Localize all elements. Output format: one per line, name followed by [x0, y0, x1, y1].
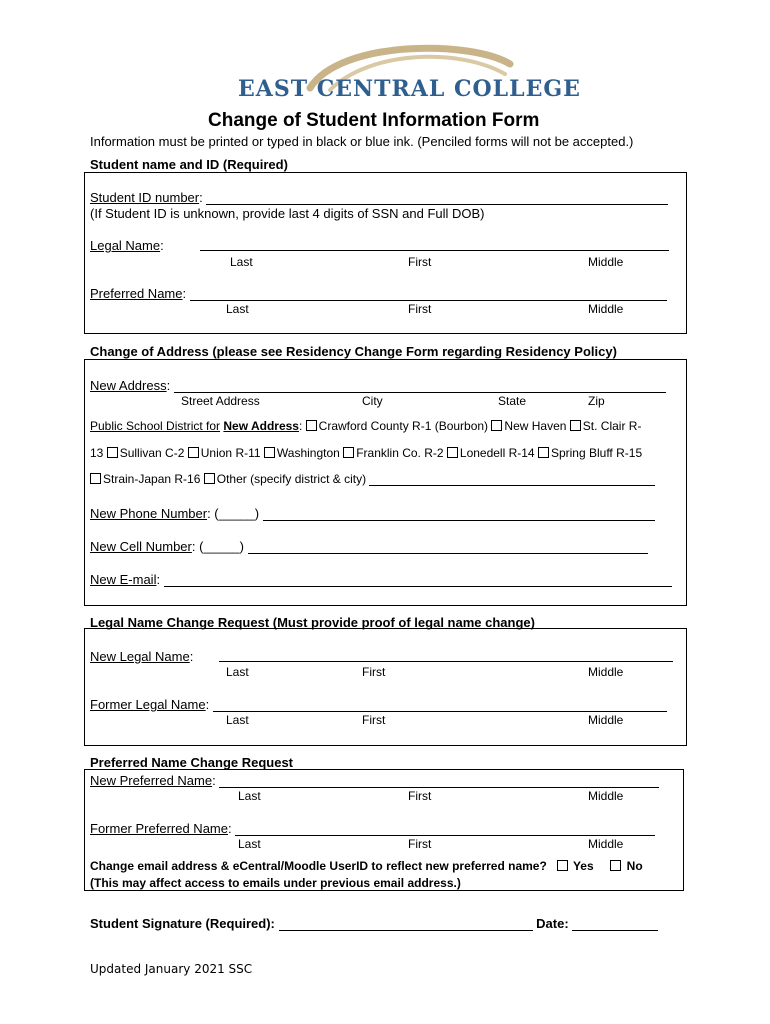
- state-caption: State: [498, 394, 527, 408]
- checkbox-franklin[interactable]: [343, 447, 354, 458]
- new-address-field[interactable]: [174, 379, 666, 393]
- signature-row: Student Signature (Required): Date:: [90, 916, 658, 931]
- signature-label: Student Signature (Required):: [90, 916, 275, 931]
- section-heading-legal-change: Legal Name Change Request (Must provide proof of legal name change): [90, 615, 535, 630]
- footer-updated: Updated January 2021 SSC: [90, 962, 253, 976]
- email-label: New E-mail: [90, 572, 157, 587]
- other-district-field[interactable]: [369, 474, 655, 486]
- district-spring-bluff: Spring Bluff R-15: [550, 446, 643, 460]
- checkbox-no[interactable]: [610, 860, 621, 871]
- former-preferred-middle-caption: Middle: [588, 837, 624, 851]
- preferred-last-caption: Last: [226, 302, 249, 316]
- cell-area-code: (_____): [199, 539, 244, 554]
- new-preferred-last-caption: Last: [238, 789, 261, 803]
- date-field[interactable]: [572, 917, 658, 931]
- former-preferred-label: Former Preferred Name: [90, 821, 228, 836]
- district-sullivan: Sullivan C-2: [119, 446, 185, 460]
- former-legal-last-caption: Last: [226, 713, 249, 727]
- checkbox-lonedell[interactable]: [447, 447, 458, 458]
- cell-field[interactable]: [248, 540, 648, 554]
- legal-first-caption: First: [408, 255, 432, 269]
- preferred-name-row: Preferred Name:: [90, 286, 667, 301]
- student-id-row: Student ID number:: [90, 190, 668, 205]
- street-caption: Street Address: [181, 394, 260, 408]
- new-preferred-row: New Preferred Name:: [90, 773, 659, 788]
- preferred-name-field[interactable]: [190, 287, 667, 301]
- yes-label: Yes: [572, 859, 594, 873]
- email-field[interactable]: [164, 573, 672, 587]
- former-legal-middle-caption: Middle: [588, 713, 624, 727]
- former-preferred-last-caption: Last: [238, 837, 261, 851]
- new-preferred-label: New Preferred Name: [90, 773, 213, 788]
- district-row-1: Public School District for New Address: Crawford County R-1 (Bourbon) New Haven St. Clair R-: [90, 419, 642, 433]
- checkbox-strain-japan[interactable]: [90, 473, 101, 484]
- district-row-2: [90, 446, 642, 460]
- district-label: Public School District for: [90, 419, 221, 433]
- email-row: New E-mail:: [90, 572, 672, 587]
- email-change-question: Change email address & eCentral/Moodle UserID to reflect new preferred name?: [90, 859, 547, 873]
- former-legal-row: Former Legal Name:: [90, 697, 667, 712]
- new-legal-last-caption: Last: [226, 665, 249, 679]
- zip-caption: Zip: [588, 394, 605, 408]
- city-caption: City: [362, 394, 383, 408]
- district-crawford: Crawford County R-1 (Bourbon): [318, 419, 489, 433]
- checkbox-washington[interactable]: [264, 447, 275, 458]
- district-st-clair-cont: 13: [90, 446, 104, 460]
- phone-label: New Phone Number: [90, 506, 208, 521]
- former-legal-label: Former Legal Name: [90, 697, 206, 712]
- district-franklin: Franklin Co. R-2: [356, 446, 444, 460]
- new-legal-row: New Legal Name:: [90, 649, 194, 664]
- checkbox-yes[interactable]: [557, 860, 568, 871]
- district-other: Other (specify district & city): [216, 472, 367, 486]
- section-heading-address: Change of Address (please see Residency Change Form regarding Residency Policy): [90, 344, 617, 359]
- phone-field[interactable]: [263, 507, 655, 521]
- new-preferred-field[interactable]: [219, 774, 659, 788]
- legal-name-field[interactable]: [200, 237, 669, 251]
- no-label: No: [626, 859, 643, 873]
- checkbox-st-clair[interactable]: [570, 420, 581, 431]
- preferred-first-caption: First: [408, 302, 432, 316]
- date-label: Date: [536, 916, 565, 931]
- student-id-label: Student ID number: [90, 190, 200, 205]
- signature-field[interactable]: [279, 917, 533, 931]
- legal-name-row: Legal Name:: [90, 238, 164, 253]
- phone-row: New Phone Number: (_____): [90, 506, 655, 521]
- cell-row: New Cell Number: (_____): [90, 539, 648, 554]
- section-legal-change-box: [84, 628, 687, 746]
- new-address-row: New Address:: [90, 378, 666, 393]
- student-id-field[interactable]: [206, 191, 668, 205]
- district-new-haven: New Haven: [504, 419, 567, 433]
- college-name: EAST CENTRAL COLLEGE: [238, 76, 581, 102]
- former-preferred-first-caption: First: [408, 837, 432, 851]
- former-preferred-field[interactable]: [235, 822, 655, 836]
- phone-area-code: (_____): [214, 506, 260, 521]
- checkbox-new-haven[interactable]: [491, 420, 502, 431]
- new-preferred-middle-caption: Middle: [588, 789, 624, 803]
- checkbox-union[interactable]: [188, 447, 199, 458]
- new-address-label: New Address: [90, 378, 167, 393]
- new-legal-label: New Legal Name: [90, 649, 190, 664]
- new-legal-first-caption: First: [362, 665, 386, 679]
- district-label-bold: New Address: [223, 419, 299, 433]
- district-union: Union R-11: [200, 446, 261, 460]
- page-title: Change of Student Information Form: [208, 110, 540, 131]
- legal-last-caption: Last: [230, 255, 253, 269]
- checkbox-other[interactable]: [204, 473, 215, 484]
- section-heading-preferred-change: Preferred Name Change Request: [90, 755, 294, 770]
- district-washington: Washington: [276, 446, 340, 460]
- preferred-name-label: Preferred Name: [90, 286, 183, 301]
- email-change-note: (This may affect access to emails under previous email address.): [90, 876, 461, 890]
- section-heading-student: Student name and ID (Required): [90, 157, 288, 172]
- instructions: Information must be printed or typed in black or blue ink. (Penciled forms will not be accepted.): [90, 134, 634, 149]
- district-lonedell: Lonedell R-14: [459, 446, 535, 460]
- former-legal-first-caption: First: [362, 713, 386, 727]
- district-row-3: [90, 472, 655, 486]
- checkbox-sullivan[interactable]: [107, 447, 118, 458]
- email-change-question-row: [90, 859, 643, 873]
- new-preferred-first-caption: First: [408, 789, 432, 803]
- new-legal-field[interactable]: [219, 648, 673, 662]
- district-st-clair: St. Clair R-: [582, 419, 642, 433]
- former-preferred-row: Former Preferred Name:: [90, 821, 655, 836]
- preferred-middle-caption: Middle: [588, 302, 624, 316]
- district-strain-japan: Strain-Japan R-16: [103, 472, 201, 486]
- legal-name-label: Legal Name: [90, 238, 161, 253]
- student-id-note: (If Student ID is unknown, provide last 4 digits of SSN and Full DOB): [90, 206, 485, 221]
- former-legal-field[interactable]: [213, 698, 667, 712]
- cell-label: New Cell Number: [90, 539, 192, 554]
- new-legal-middle-caption: Middle: [588, 665, 624, 679]
- checkbox-spring-bluff[interactable]: [538, 447, 549, 458]
- legal-middle-caption: Middle: [588, 255, 624, 269]
- checkbox-crawford[interactable]: [306, 420, 317, 431]
